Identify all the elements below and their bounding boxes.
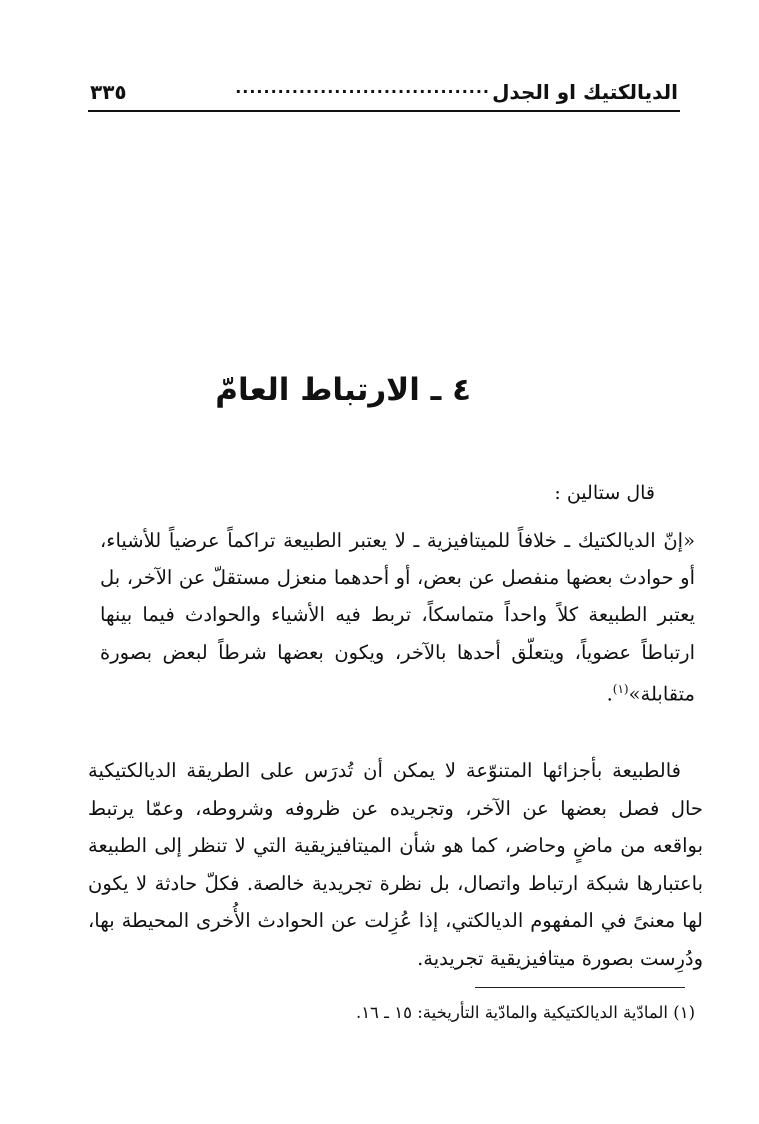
body-paragraph: فالطبيعة بأجزائها المتنوّعة لا يمكن أن تُدرَس على الطريقة الديالكتيكية حال فصل بعضها عن الآخر، وتجريده عن ظروفه وشروطه، وعمّا يرتبط بواقعه من ماضٍ وحاضر، كما هو شأن الميتافيزيقية التي لا تنظر إلى الطبيعة باعتبارها شبكة ارتباط واتصال، بل نظرة تجريدية خالصة. فكلّ حادثة لا يكون لها معنىً في المفهوم الديالكتي، إذا عُزِلت عن الحوادث الأُخرى المحيطة بها، ودُرِست بصورة ميتافيزيقية تجريدية. [88,759,703,970]
quote-end-mark: . [606,682,613,706]
footnote: (١) المادّية الديالكتيكية والمادّية التأريخية: ١٥ ـ ١٦. [355,1003,695,1022]
header-leader-dots: .................................... [235,78,490,97]
section-heading: ٤ ـ الارتباط العامّ [215,372,471,408]
header-title: الديالكتيك او الجدل [492,80,678,104]
page-number: ٣٣٥ [90,80,127,104]
footnote-marker: (١) [612,681,629,696]
quote-intro: قال ستالين : [554,482,655,504]
block-quote [100,522,695,713]
quote-text: «إنّ الديالكتيك ـ خلافاً للميتافيزية ـ لا يعتبر الطبيعة تراكماً عرضياً للأشياء، أو حوادث بعضها منفصل عن بعض، أو أحدهما منعزل مستقلّ عن الآخر، بل يعتبر الطبيعة كلاً واحداً متماسكاً، تربط فيه الأشياء والحوادث فيما بينها ارتباطاً عضوياً، ويتعلّق أحدها بالآخر، ويكون بعضها شرطاً لبعض بصورة متقابلة» [100,529,695,706]
running-header [88,76,680,112]
footnote-divider [475,987,685,988]
